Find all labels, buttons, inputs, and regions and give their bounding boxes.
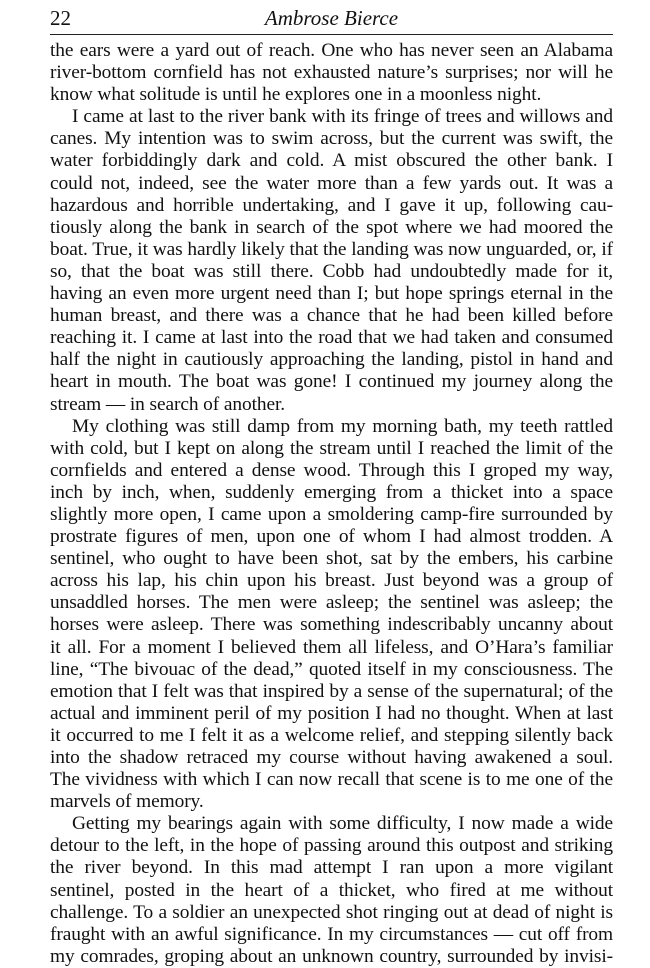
- text-line: hazardous and horrible undertaking, and I gave it up, following cau-: [50, 194, 613, 216]
- text-line: half the night in cautiously approaching the landing, pistol in hand and: [50, 349, 613, 371]
- text-line: slightly more open, I came upon a smoldering camp-fire surrounded by: [50, 503, 613, 525]
- text-line: the ears were a yard out of reach. One who has never seen an Alabama: [50, 40, 613, 61]
- text-line: reaching it. I came at last into the road that we had taken and consumed: [50, 327, 613, 349]
- text-line: Getting my bearings again with some difficulty, I now made a wide: [72, 813, 613, 835]
- text-line: with cold, but I kept on along the stream until I reached the limit of the: [50, 437, 613, 459]
- text-line: I came at last to the river bank with its fringe of trees and willows and: [72, 106, 613, 128]
- text-line: emotion that I felt was that inspired by a sense of the supernatural; of the: [50, 680, 613, 702]
- text-line: detour to the left, in the hope of passing around this outpost and striking: [50, 835, 613, 857]
- paragraph-2: [50, 106, 613, 415]
- text-line: prostrate figures of men, upon one of whom I had almost trodden. A: [50, 526, 613, 548]
- paragraph-4: [50, 813, 613, 968]
- running-title: Ambrose Bierce: [264, 6, 399, 30]
- text-line: sentinel, posted in the heart of a thicket, who fired at me without: [50, 879, 613, 901]
- page-number: 22: [50, 6, 71, 30]
- text-line: canes. My intention was to swim across, but the current was swift, the: [50, 128, 613, 150]
- text-line: My clothing was still damp from my morning bath, my teeth rattled: [72, 415, 613, 437]
- header-rule: [50, 34, 613, 35]
- text-line: water forbiddingly dark and cold. A mist obscured the other bank. I: [50, 150, 613, 172]
- paragraph-3: [50, 416, 613, 814]
- text-line: stream — in search of another.: [50, 393, 285, 415]
- text-line: could not, indeed, see the water more than a few yards out. It was a: [50, 172, 613, 194]
- text-line: fraught with an awful significance. In my circumstances — cut off from: [50, 923, 613, 945]
- text-line: into the shadow retraced my course without having awakened a soul.: [50, 747, 613, 768]
- text-line: horses were asleep. There was something indescribably uncanny about: [50, 614, 613, 636]
- text-line: my comrades, groping about an unknown country, surrounded by invisi-: [50, 945, 613, 967]
- text-line: unsaddled horses. The men were asleep; the sentinel was asleep; the: [50, 592, 613, 614]
- text-line: The vividness with which I can now recall that scene is to me one of the: [50, 769, 613, 791]
- text-line: inch by inch, when, suddenly emerging from a thicket into a space: [50, 481, 613, 503]
- text-line: cornfields and entered a dense wood. Through this I groped my way,: [50, 459, 613, 481]
- text-line: marvels of memory.: [50, 791, 204, 813]
- text-line: heart in mouth. The boat was gone! I continued my journey along the: [50, 371, 613, 393]
- text-line: river-bottom cornfield has not exhausted nature’s surprises; nor will he: [50, 62, 613, 84]
- text-line: boat. True, it was hardly likely that the landing was now unguarded, or, if: [50, 238, 613, 260]
- text-line: it all. For a moment I believed them all lifeless, and O’Hara’s familiar: [50, 636, 613, 658]
- paragraph-1: [50, 40, 613, 106]
- running-head: [50, 4, 613, 34]
- text-line: know what solitude is until he explores one in a moonless night.: [50, 84, 542, 106]
- text-line: so, that the boat was still there. Cobb had undoubtedly made for it,: [50, 260, 613, 282]
- text-line: it occurred to me I felt it as a welcome relief, and stepping silently back: [50, 724, 613, 746]
- text-line: human breast, and there was a chance that he had been killed before: [50, 305, 613, 327]
- body-text: [50, 40, 613, 968]
- text-line: line, “The bivouac of the dead,” quoted itself in my consciousness. The: [50, 658, 613, 680]
- text-line: the river beyond. In this mad attempt I ran upon a more vigilant: [50, 857, 613, 879]
- text-line: actual and imminent peril of my position I had no thought. When at last: [50, 702, 613, 724]
- text-line: sentinel, who ought to have been shot, sat by the embers, his carbine: [50, 548, 613, 570]
- text-line: tiously along the bank in search of the spot where we had moored the: [50, 216, 613, 238]
- text-line: having an even more urgent need than I; but hope springs eternal in the: [50, 283, 613, 305]
- text-line: challenge. To a soldier an unexpected shot ringing out at dead of night is: [50, 901, 613, 923]
- text-line: across his lap, his chin upon his breast. Just beyond was a group of: [50, 570, 613, 592]
